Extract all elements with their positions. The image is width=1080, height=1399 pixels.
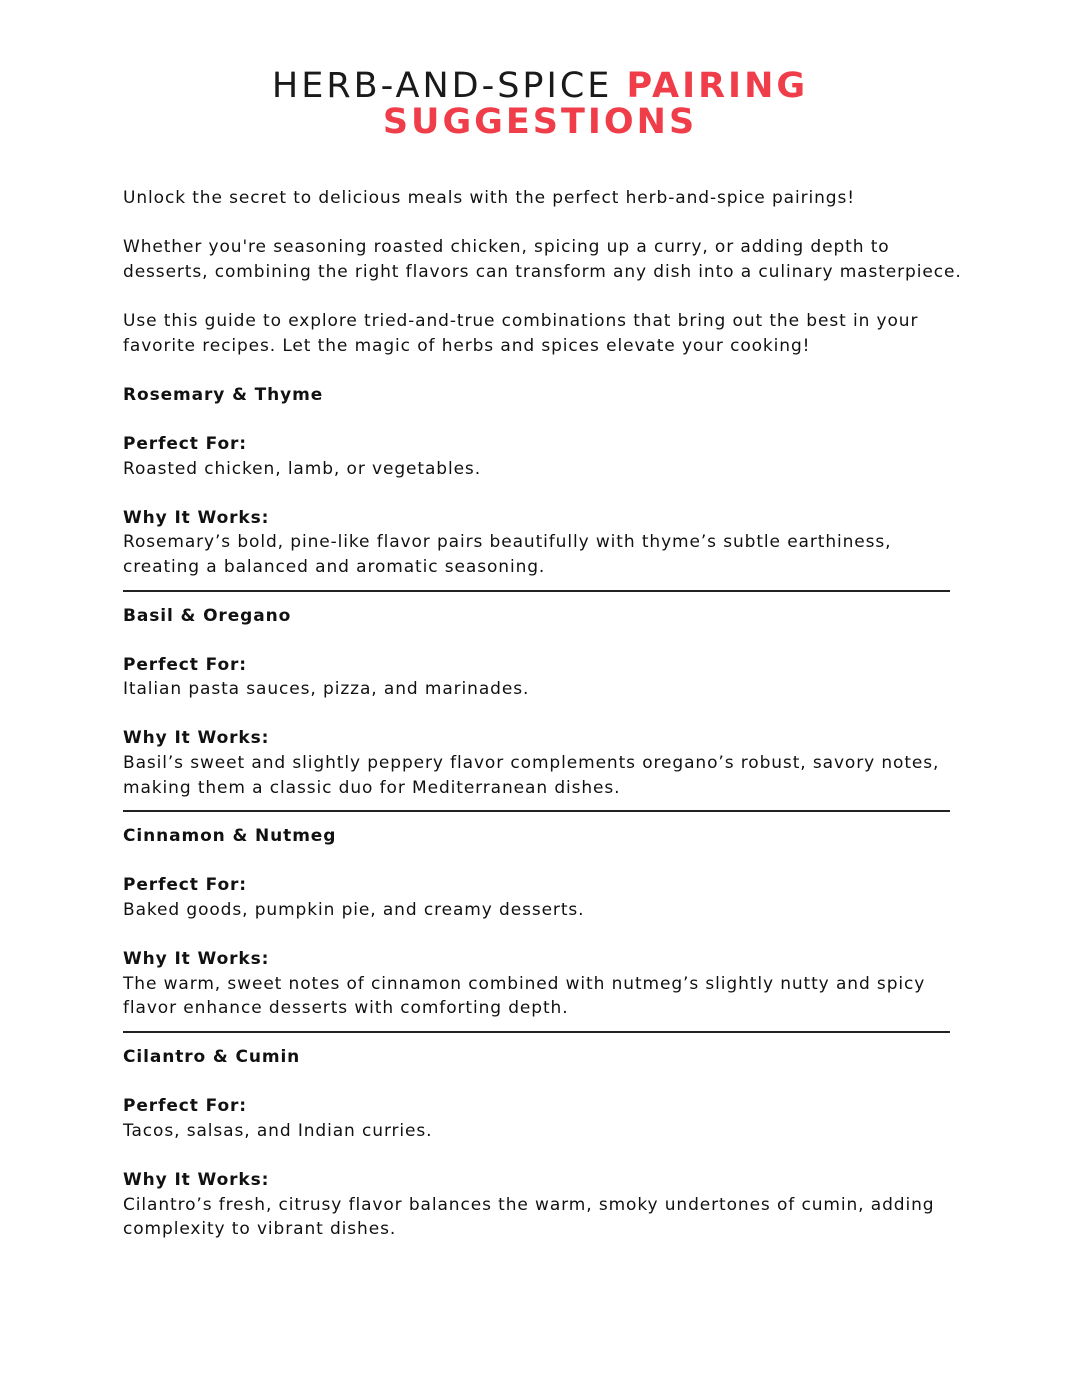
- why-it-works-text: The warm, sweet notes of cinnamon combined with nutmeg’s slightly nutty and spicy flavor enhance desserts with comforting depth.: [123, 973, 926, 1019]
- perfect-for-label: Perfect For:: [123, 875, 248, 896]
- perfect-for-text: Roasted chicken, lamb, or vegetables.: [123, 458, 481, 479]
- section-divider: [123, 810, 950, 812]
- section-divider: [123, 590, 950, 592]
- section-divider: [123, 1031, 950, 1033]
- title-accent-text: PAIRING: [626, 66, 809, 106]
- page-title: [0, 68, 1080, 140]
- perfect-for-label: Perfect For:: [123, 1096, 248, 1117]
- why-it-works-label: Why It Works:: [123, 1169, 270, 1190]
- why-it-works-text: Rosemary’s bold, pine-like flavor pairs beautifully with thyme’s subtle earthiness, creating a balanced and aromatic seasoning.: [123, 532, 892, 577]
- pairing-heading: Cinnamon & Nutmeg: [123, 826, 337, 847]
- intro-paragraph: Unlock the secret to delicious meals with the perfect herb-and-spice pairings!: [123, 188, 855, 208]
- why-it-works-label: Why It Works:: [123, 949, 270, 970]
- perfect-for-text: Tacos, salsas, and Indian curries.: [123, 1120, 433, 1141]
- why-it-works-text: Basil’s sweet and slightly peppery flavor complements oregano’s robust, savory notes, making them a classic duo for Mediterranean dishes.: [123, 753, 940, 798]
- pairing-section: [123, 1045, 963, 1242]
- pairing-section: [123, 604, 963, 801]
- perfect-for-text: Baked goods, pumpkin pie, and creamy desserts.: [123, 900, 585, 921]
- perfect-for-label: Perfect For:: [123, 654, 248, 675]
- pairing-section: [123, 383, 963, 580]
- perfect-for-label: Perfect For:: [123, 433, 248, 454]
- title-line-2: SUGGESTIONS: [382, 102, 698, 142]
- pairing-heading: Rosemary & Thyme: [123, 384, 324, 405]
- pairing-heading: Basil & Oregano: [123, 605, 292, 626]
- title-line-1: [0, 68, 1080, 104]
- pairing-heading: Cilantro & Cumin: [123, 1047, 301, 1067]
- document-body: [123, 186, 963, 1242]
- why-it-works-label: Why It Works:: [123, 507, 270, 528]
- intro-paragraph: Use this guide to explore tried-and-true combinations that bring out the best in your favorite recipes. Let the magic of herbs and spices elevate your cooking!: [123, 310, 919, 356]
- why-it-works-label: Why It Works:: [123, 728, 270, 749]
- perfect-for-text: Italian pasta sauces, pizza, and marinades.: [123, 679, 530, 700]
- why-it-works-text: Cilantro’s fresh, citrusy flavor balances the warm, smoky undertones of cumin, adding complexity to vibrant dishes.: [123, 1194, 935, 1240]
- pairing-section: [123, 824, 963, 1021]
- intro-paragraph: Whether you're seasoning roasted chicken, spicing up a curry, or adding depth to desserts, combining the right flavors can transform any dish into a culinary masterpiece.: [123, 237, 962, 282]
- title-light-text: HERB-AND-SPICE: [271, 66, 627, 106]
